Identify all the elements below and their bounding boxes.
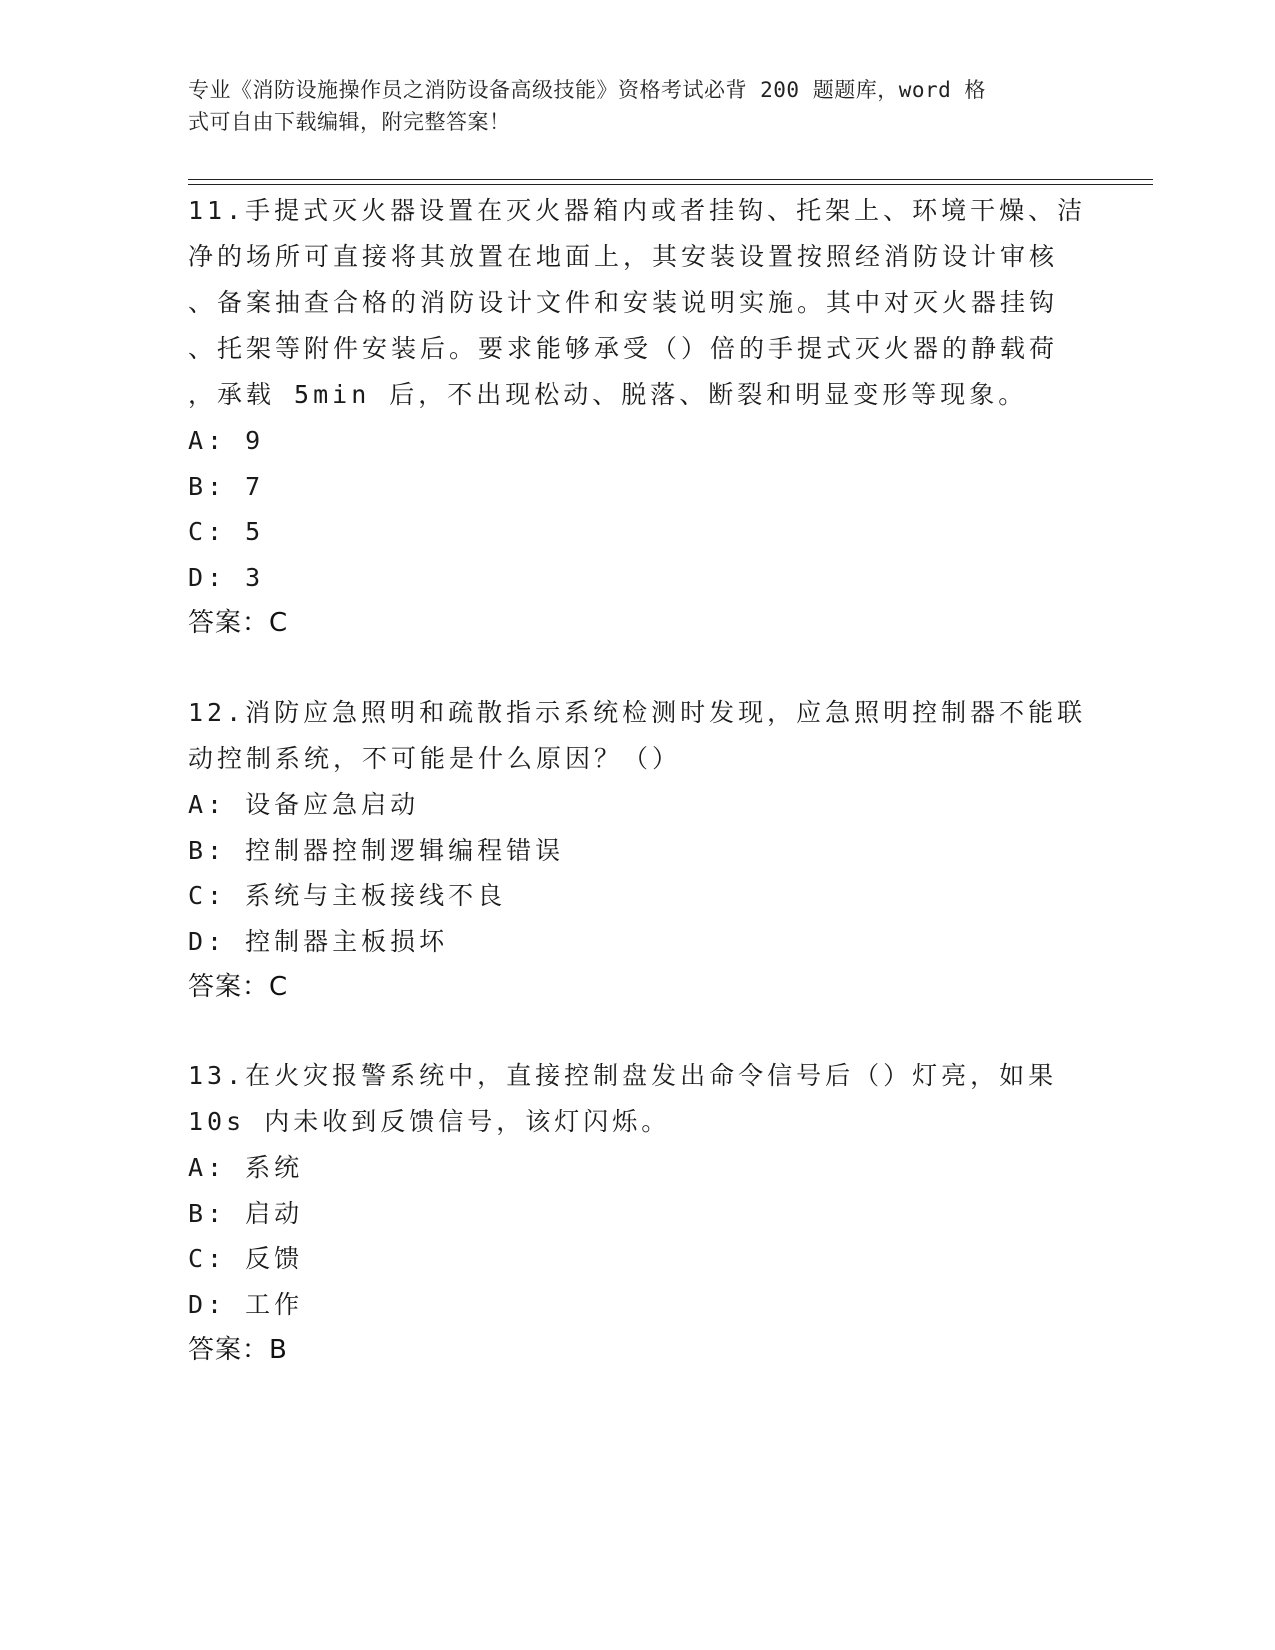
option-c: C: 5 [188, 517, 265, 546]
answer-line: 答案：C [188, 608, 289, 638]
question-line: 、托架等附件安装后。要求能够承受（）倍的手提式灭火器的静载荷 [188, 334, 1059, 363]
option-b: B: 控制器控制逻辑编程错误 [188, 835, 565, 865]
answer-line: 答案：B [188, 1335, 288, 1365]
option-b: B: 启动 [188, 1198, 304, 1228]
question-line: 动控制系统，不可能是什么原因？（） [188, 744, 682, 773]
header-line-1: 专业《消防设施操作员之消防设备高级技能》资格考试必背 200 题题库，word 格 [188, 78, 986, 102]
option-b: B: 7 [188, 471, 265, 501]
header-line-2: 式可自由下载编辑，附完整答案！ [188, 110, 511, 134]
question-line: 13.在火灾报警系统中，直接控制盘发出命令信号后（）灯亮，如果 [188, 1061, 1058, 1090]
question-line: 、备案抽查合格的消防设计文件和安装说明实施。其中对灭火器挂钩 [188, 288, 1059, 317]
answer-line: 答案：C [188, 972, 289, 1002]
option-d: D: 3 [188, 562, 265, 592]
option-a: A: 9 [188, 426, 265, 455]
document-header [188, 74, 1068, 138]
header-divider-bottom [188, 184, 1153, 185]
question-line: ，承载 5min 后，不出现松动、脱落、断裂和明显变形等现象。 [188, 380, 1028, 409]
option-c: C: 反馈 [188, 1244, 304, 1273]
option-a: A: 设备应急启动 [188, 790, 420, 819]
question-11 [188, 188, 1088, 646]
question-13 [188, 1053, 1088, 1373]
question-line: 12.消防应急照明和疏散指示系统检测时发现，应急照明控制器不能联 [188, 698, 1087, 727]
option-c: C: 系统与主板接线不良 [188, 881, 507, 910]
question-line: 净的场所可直接将其放置在地面上，其安装设置按照经消防设计审核 [188, 242, 1059, 271]
option-d: D: 控制器主板损坏 [188, 926, 449, 956]
question-line: 10s 内未收到反馈信号，该灯闪烁。 [188, 1107, 671, 1136]
header-divider-top [188, 179, 1153, 180]
question-12 [188, 690, 1088, 1010]
option-d: D: 工作 [188, 1289, 304, 1319]
option-a: A: 系统 [188, 1153, 304, 1182]
question-line: 11.手提式灭火器设置在灭火器箱内或者挂钩、托架上、环境干燥、洁 [188, 196, 1087, 225]
